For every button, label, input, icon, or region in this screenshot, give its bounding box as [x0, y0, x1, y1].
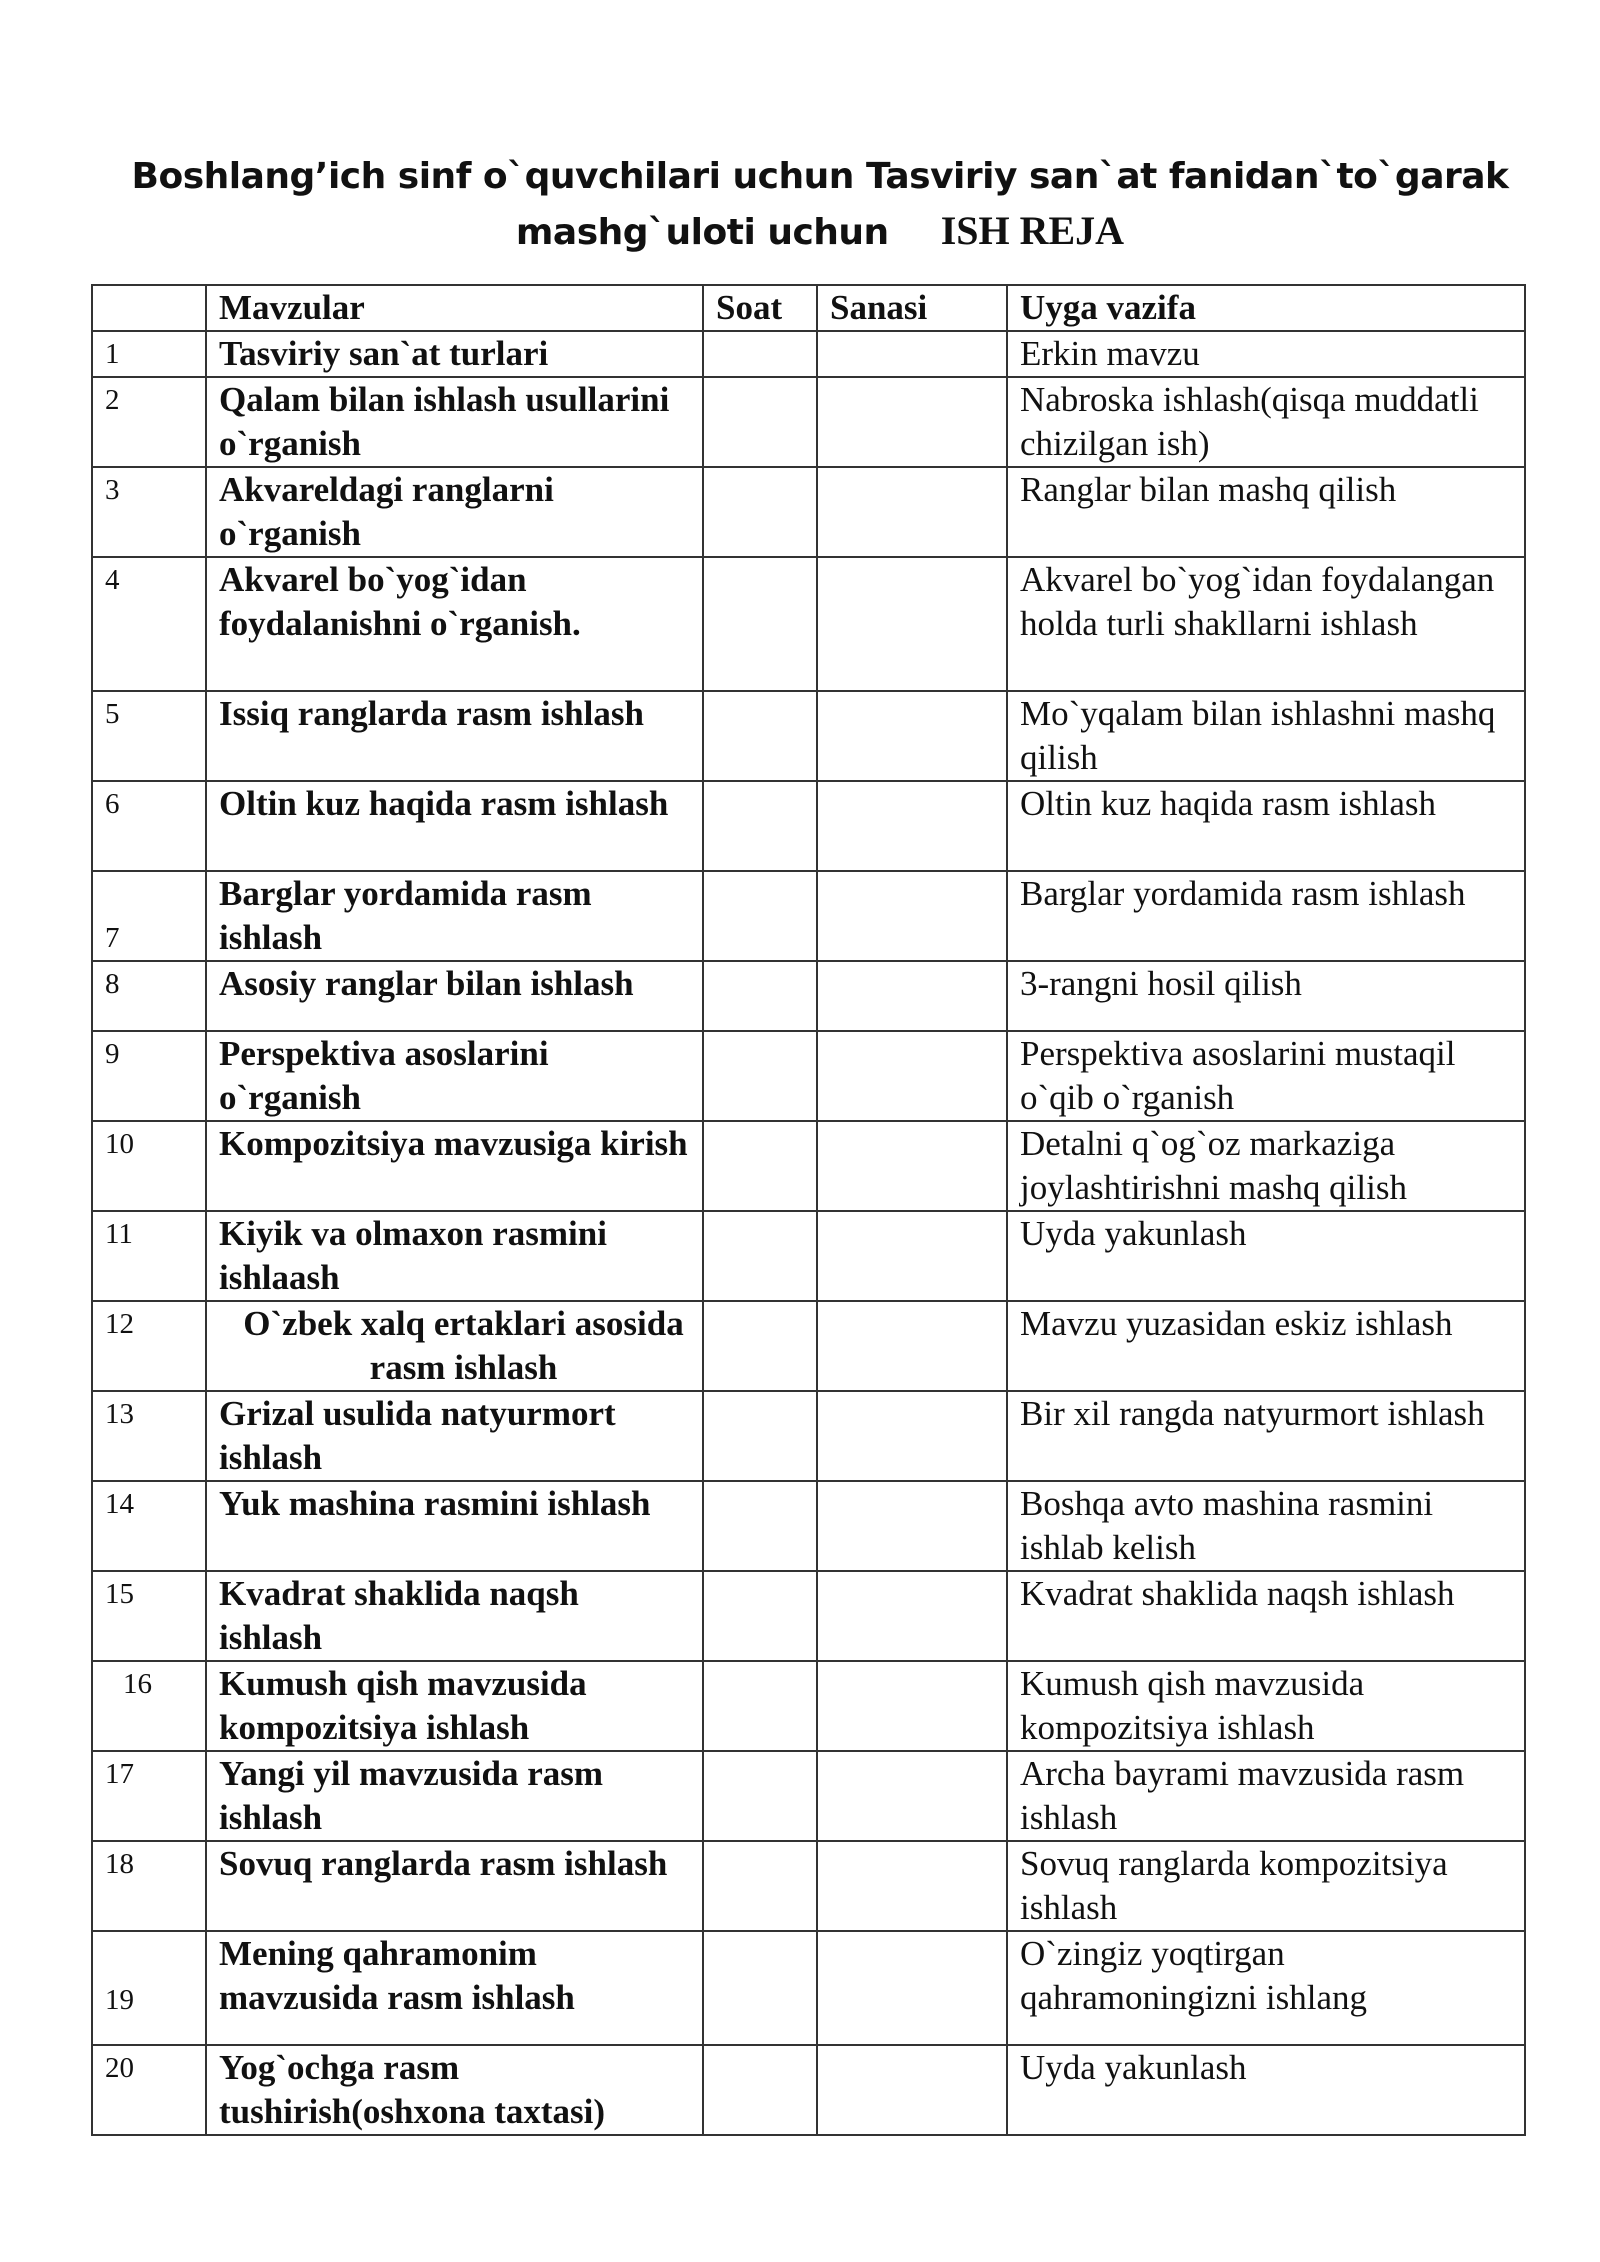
row-homework: Detalni q`og`oz markaziga joylashtirishni mashq qilish [1007, 1121, 1525, 1211]
row-date [817, 1211, 1007, 1301]
title-line-2 [0, 204, 1600, 260]
row-topic: Yuk mashina rasmini ishlash [206, 1481, 703, 1571]
row-topic: Yog`ochga rasm tushirish(oshxona taxtasi) [206, 2045, 703, 2135]
row-date [817, 781, 1007, 871]
row-homework: Uyda yakunlash [1007, 1211, 1525, 1301]
row-hours [703, 331, 817, 377]
row-topic: Sovuq ranglarda rasm ishlash [206, 1841, 703, 1931]
row-number: 14 [92, 1481, 206, 1571]
row-date [817, 1751, 1007, 1841]
row-hours [703, 781, 817, 871]
row-topic: Kumush qish mavzusida kompozitsiya ishlash [206, 1661, 703, 1751]
work-plan-table [91, 284, 1526, 2136]
header-date: Sanasi [817, 285, 1007, 331]
row-topic: Barglar yordamida rasm ishlash [206, 871, 703, 961]
row-number: 16 [92, 1661, 206, 1751]
table-row [92, 781, 1525, 871]
row-date [817, 1661, 1007, 1751]
header-topic: Mavzular [206, 285, 703, 331]
row-hours [703, 1661, 817, 1751]
row-homework: Akvarel bo`yog`idan foydalangan holda turli shakllarni ishlash [1007, 557, 1525, 691]
row-date [817, 1031, 1007, 1121]
row-hours [703, 1481, 817, 1571]
header-homework: Uyga vazifa [1007, 285, 1525, 331]
row-date [817, 1481, 1007, 1571]
row-date [817, 1391, 1007, 1481]
row-topic: Kiyik va olmaxon rasmini ishlaash [206, 1211, 703, 1301]
table-row [92, 2045, 1525, 2135]
row-hours [703, 1841, 817, 1931]
row-homework: Kumush qish mavzusida kompozitsiya ishlash [1007, 1661, 1525, 1751]
row-number: 20 [92, 2045, 206, 2135]
row-date [817, 1121, 1007, 1211]
table-row [92, 1931, 1525, 2045]
row-date [817, 467, 1007, 557]
row-hours [703, 1931, 817, 2045]
title-emphasis: ISH REJA [940, 208, 1125, 253]
row-date [817, 1301, 1007, 1391]
row-homework: Uyda yakunlash [1007, 2045, 1525, 2135]
row-hours [703, 1391, 817, 1481]
row-homework: Sovuq ranglarda kompozitsiya ishlash [1007, 1841, 1525, 1931]
table-row [92, 331, 1525, 377]
table-header-row [92, 285, 1525, 331]
table-row [92, 557, 1525, 691]
row-hours [703, 1751, 817, 1841]
row-hours [703, 1031, 817, 1121]
table-row [92, 1661, 1525, 1751]
row-number: 18 [92, 1841, 206, 1931]
row-topic: Kompozitsiya mavzusiga kirish [206, 1121, 703, 1211]
title-line-2-text: mashg`uloti uchun [515, 212, 889, 253]
row-topic: Asosiy ranglar bilan ishlash [206, 961, 703, 1031]
row-homework: Kvadrat shaklida naqsh ishlash [1007, 1571, 1525, 1661]
row-number: 2 [92, 377, 206, 467]
row-homework: Perspektiva asoslarini mustaqil o`qib o`rganish [1007, 1031, 1525, 1121]
row-hours [703, 1211, 817, 1301]
row-date [817, 871, 1007, 961]
row-topic: Akvarel bo`yog`idan foydalanishni o`rganish. [206, 557, 703, 691]
row-number: 5 [92, 691, 206, 781]
table-row [92, 1211, 1525, 1301]
row-homework: Nabroska ishlash(qisqa muddatli chizilgan ish) [1007, 377, 1525, 467]
row-hours [703, 691, 817, 781]
row-homework: Archa bayrami mavzusida rasm ishlash [1007, 1751, 1525, 1841]
table-row [92, 1121, 1525, 1211]
row-hours [703, 871, 817, 961]
row-date [817, 1841, 1007, 1931]
header-hours: Soat [703, 285, 817, 331]
row-number: 19 [92, 1931, 206, 2045]
row-topic: Qalam bilan ishlash usullarini o`rganish [206, 377, 703, 467]
row-number: 6 [92, 781, 206, 871]
table-row [92, 377, 1525, 467]
row-number: 10 [92, 1121, 206, 1211]
row-topic: Akvareldagi ranglarni o`rganish [206, 467, 703, 557]
table-row [92, 1571, 1525, 1661]
row-topic: Oltin kuz haqida rasm ishlash [206, 781, 703, 871]
row-topic: Grizal usulida natyurmort ishlash [206, 1391, 703, 1481]
row-number: 12 [92, 1301, 206, 1391]
row-homework: Mo`yqalam bilan ishlashni mashq qilish [1007, 691, 1525, 781]
table-row [92, 1841, 1525, 1931]
row-number: 15 [92, 1571, 206, 1661]
row-hours [703, 377, 817, 467]
row-hours [703, 961, 817, 1031]
row-number: 17 [92, 1751, 206, 1841]
row-homework: Ranglar bilan mashq qilish [1007, 467, 1525, 557]
row-topic: Issiq ranglarda rasm ishlash [206, 691, 703, 781]
row-topic: Tasviriy san`at turlari [206, 331, 703, 377]
row-date [817, 1931, 1007, 2045]
row-number: 7 [92, 871, 206, 961]
row-number: 11 [92, 1211, 206, 1301]
row-topic: Perspektiva asoslarini o`rganish [206, 1031, 703, 1121]
row-homework: O`zingiz yoqtirgan qahramoningizni ishlang [1007, 1931, 1525, 2045]
table-row [92, 961, 1525, 1031]
row-homework: Bir xil rangda natyurmort ishlash [1007, 1391, 1525, 1481]
row-date [817, 961, 1007, 1031]
row-topic: Mening qahramonim mavzusida rasm ishlash [206, 1931, 703, 2045]
row-number: 3 [92, 467, 206, 557]
row-date [817, 331, 1007, 377]
row-hours [703, 1121, 817, 1211]
row-number: 9 [92, 1031, 206, 1121]
row-number: 4 [92, 557, 206, 691]
table-row [92, 467, 1525, 557]
document-title [0, 150, 1600, 260]
table-row [92, 691, 1525, 781]
row-homework: Oltin kuz haqida rasm ishlash [1007, 781, 1525, 871]
table-row [92, 1481, 1525, 1571]
table-row [92, 1031, 1525, 1121]
header-num [92, 285, 206, 331]
row-homework: Erkin mavzu [1007, 331, 1525, 377]
table-row [92, 1391, 1525, 1481]
title-line-1: Boshlang’ich sinf o`quvchilari uchun Tasviriy san`at fanidan`to`garak [131, 156, 1509, 197]
table-row [92, 1751, 1525, 1841]
table-row [92, 871, 1525, 961]
table-row [92, 1301, 1525, 1391]
row-date [817, 557, 1007, 691]
row-hours [703, 2045, 817, 2135]
row-topic: Kvadrat shaklida naqsh ishlash [206, 1571, 703, 1661]
row-number: 1 [92, 331, 206, 377]
row-date [817, 377, 1007, 467]
row-homework: Mavzu yuzasidan eskiz ishlash [1007, 1301, 1525, 1391]
row-topic: O`zbek xalq ertaklari asosida rasm ishlash [206, 1301, 703, 1391]
row-hours [703, 1301, 817, 1391]
row-topic: Yangi yil mavzusida rasm ishlash [206, 1751, 703, 1841]
row-date [817, 691, 1007, 781]
row-hours [703, 467, 817, 557]
row-date [817, 1571, 1007, 1661]
row-hours [703, 557, 817, 691]
row-homework: 3-rangni hosil qilish [1007, 961, 1525, 1031]
row-date [817, 2045, 1007, 2135]
row-hours [703, 1571, 817, 1661]
row-number: 8 [92, 961, 206, 1031]
row-homework: Boshqa avto mashina rasmini ishlab kelish [1007, 1481, 1525, 1571]
row-number: 13 [92, 1391, 206, 1481]
row-homework: Barglar yordamida rasm ishlash [1007, 871, 1525, 961]
